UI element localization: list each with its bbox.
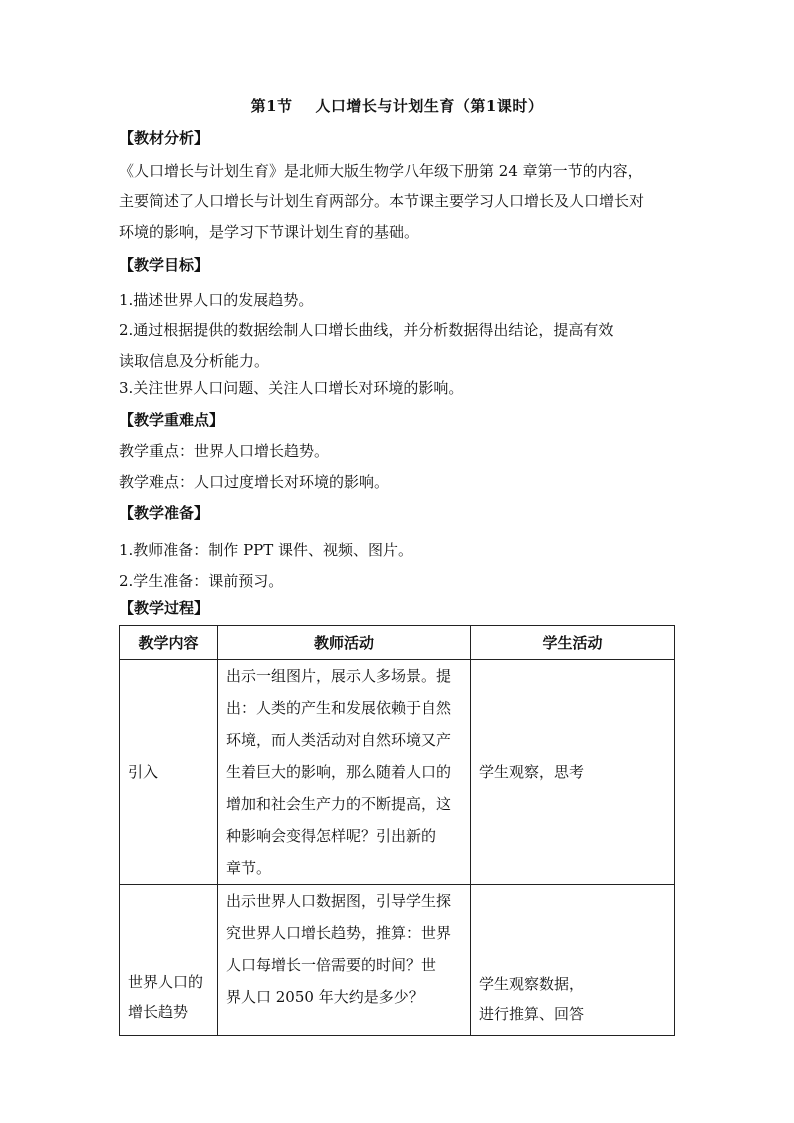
row2-teacher-line: 出示世界人口数据图，引导学生探 xyxy=(226,892,452,910)
row1-teacher-line: 章节。 xyxy=(226,859,272,877)
goal-line-4: 3.关注世界人口问题、关注人口增长对环境的影响。 xyxy=(119,379,464,397)
heading-keypoints: 【教学重难点】 xyxy=(119,411,225,429)
row2-student-line: 进行推算、回答 xyxy=(479,1005,585,1023)
row2-teacher-activity xyxy=(218,885,471,1036)
process-table xyxy=(119,625,675,1036)
header-teacher: 教师活动 xyxy=(218,626,471,660)
goal-line-1: 1.描述世界人口的发展趋势。 xyxy=(119,291,314,309)
row1-teacher-line: 增加和社会生产力的不断提高，这 xyxy=(226,795,452,813)
keypoint-line-1: 教学重点：世界人口增长趋势。 xyxy=(119,442,330,460)
analysis-line-1: 《人口增长与计划生育》是北师大版生物学八年级下册第 24 章第一节的内容， xyxy=(119,162,643,180)
table-header-row xyxy=(120,626,675,660)
analysis-line-2: 主要简述了人口增长与计划生育两部分。本节课主要学习人口增长及人口增长对 xyxy=(119,192,645,210)
lesson-title: 第1节 人口增长与计划生育（第1课时） xyxy=(250,97,544,115)
row2-content-line: 世界人口的 xyxy=(128,973,204,991)
row1-teacher-line: 环境，而人类活动对自然环境又产 xyxy=(226,731,452,749)
row1-teacher-activity xyxy=(218,660,471,885)
row1-student-activity: 学生观察，思考 xyxy=(471,660,675,885)
heading-goals: 【教学目标】 xyxy=(119,256,210,274)
row2-student-line: 学生观察数据， xyxy=(479,975,585,993)
prep-line-1: 1.教师准备：制作 PPT 课件、视频、图片。 xyxy=(119,541,414,559)
prep-line-2: 2.学生准备：课前预习。 xyxy=(119,572,284,590)
row2-content-line: 增长趋势 xyxy=(128,1003,189,1021)
header-content: 教学内容 xyxy=(120,626,218,660)
row2-teacher-line: 人口每增长一倍需要的时间？世 xyxy=(226,956,437,974)
table-row xyxy=(120,660,675,885)
table-row xyxy=(120,885,675,1036)
goal-line-2: 2.通过根据提供的数据绘制人口增长曲线，并分析数据得出结论，提高有效 xyxy=(119,321,614,339)
row1-teacher-line: 生着巨大的影响，那么随着人口的 xyxy=(226,763,452,781)
row1-teacher-line: 出示一组图片，展示人多场景。提 xyxy=(226,667,452,685)
row1-teacher-line: 种影响会变得怎样呢？引出新的 xyxy=(226,827,437,845)
goal-line-3: 读取信息及分析能力。 xyxy=(119,352,270,370)
row2-teacher-line: 究世界人口增长趋势，推算：世界 xyxy=(226,924,452,942)
row1-content: 引入 xyxy=(120,660,218,885)
analysis-line-3: 环境的影响，是学习下节课计划生育的基础。 xyxy=(119,223,420,241)
row1-teacher-line: 出：人类的产生和发展依赖于自然 xyxy=(226,699,452,717)
heading-analysis: 【教材分析】 xyxy=(119,129,210,147)
keypoint-line-2: 教学难点：人口过度增长对环境的影响。 xyxy=(119,473,390,491)
row2-student-activity xyxy=(471,885,675,1036)
heading-prep: 【教学准备】 xyxy=(119,504,210,522)
header-student: 学生活动 xyxy=(471,626,675,660)
row2-content xyxy=(120,885,218,1036)
heading-process: 【教学过程】 xyxy=(119,599,210,617)
row2-teacher-line: 界人口 2050 年大约是多少？ xyxy=(226,988,424,1006)
